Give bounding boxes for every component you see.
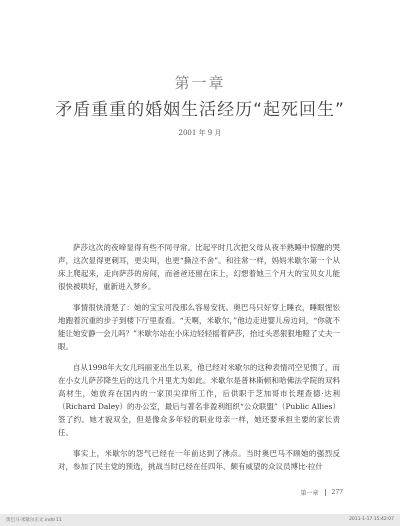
body-text [58, 241, 340, 481]
slug-filename: 奥巴马·米歇尔正文.indd 11 [6, 518, 62, 523]
footer-divider [325, 489, 326, 496]
chapter-date: 2001 年 9 月 [178, 129, 222, 137]
chapter-number: 第一章 [174, 74, 226, 92]
paragraph: 事情很快清楚了：她的宝宝可没那么容易安抚。奥巴马只好穿上睡衣，睡眼惺忪地跑着沉重的步子到楼下厅里查看。“天啊，米歇尔，”他边走进婴儿房边问，“你就不能让她安静一会儿吗？”米歇尔站在小床边轻轻摇着萨莎，抬过头恶狠狠地瞪了丈夫一眼。 [58, 303, 340, 351]
page-number: 277 [331, 489, 343, 496]
paragraph: 事实上，米歇尔的怨气已经在一年前达到了沸点。当时奥巴马不顾她的强烈反对，参加了民主党的预选，挑战当时已经在任四年、颇有威望的众议员博比·拉什 [58, 449, 340, 471]
print-slug [0, 514, 400, 526]
running-footer-chapter: 第一章 [300, 490, 319, 497]
chapter-title: 矛盾重重的婚姻生活经历“起死回生” [55, 100, 345, 120]
paragraph: 萨莎这次的夜啼显得有些不同寻常。比起平时几次把父母从夜半熟睡中惊醒的哭声，这次显得更刺耳，更尖叫，也更“撕泣不舍”。和往常一样，妈妈米歇尔第一个从床上爬起来，走向萨莎的房间，而爸爸还留在床上，幻想着她三个月大的宝贝女儿能很快被哄好，重新进入梦乡。 [58, 243, 340, 291]
page-footer [301, 488, 343, 497]
slug-timestamp: 2011-1-17 15:42:07 [349, 517, 394, 522]
paragraph: 自从1998年大女儿玛丽亚出生以来，他已经对米歇尔的这种表情司空见惯了，而在小女儿萨莎降生后的这几个月里尤为如此。米歇尔是普林斯顿和哈佛法学院的双料高材生，她放弃在国内的一家顶尖律所工作，后供职于芝加哥市长理查德·达利（Richard Daley）的办公室，最后与著名非盈利组织“公众联盟”（Public Allies）签了约。她才貌双全，但是像众多年轻的职业母亲一样，她还要承担主要的家长责任。 [58, 363, 340, 437]
